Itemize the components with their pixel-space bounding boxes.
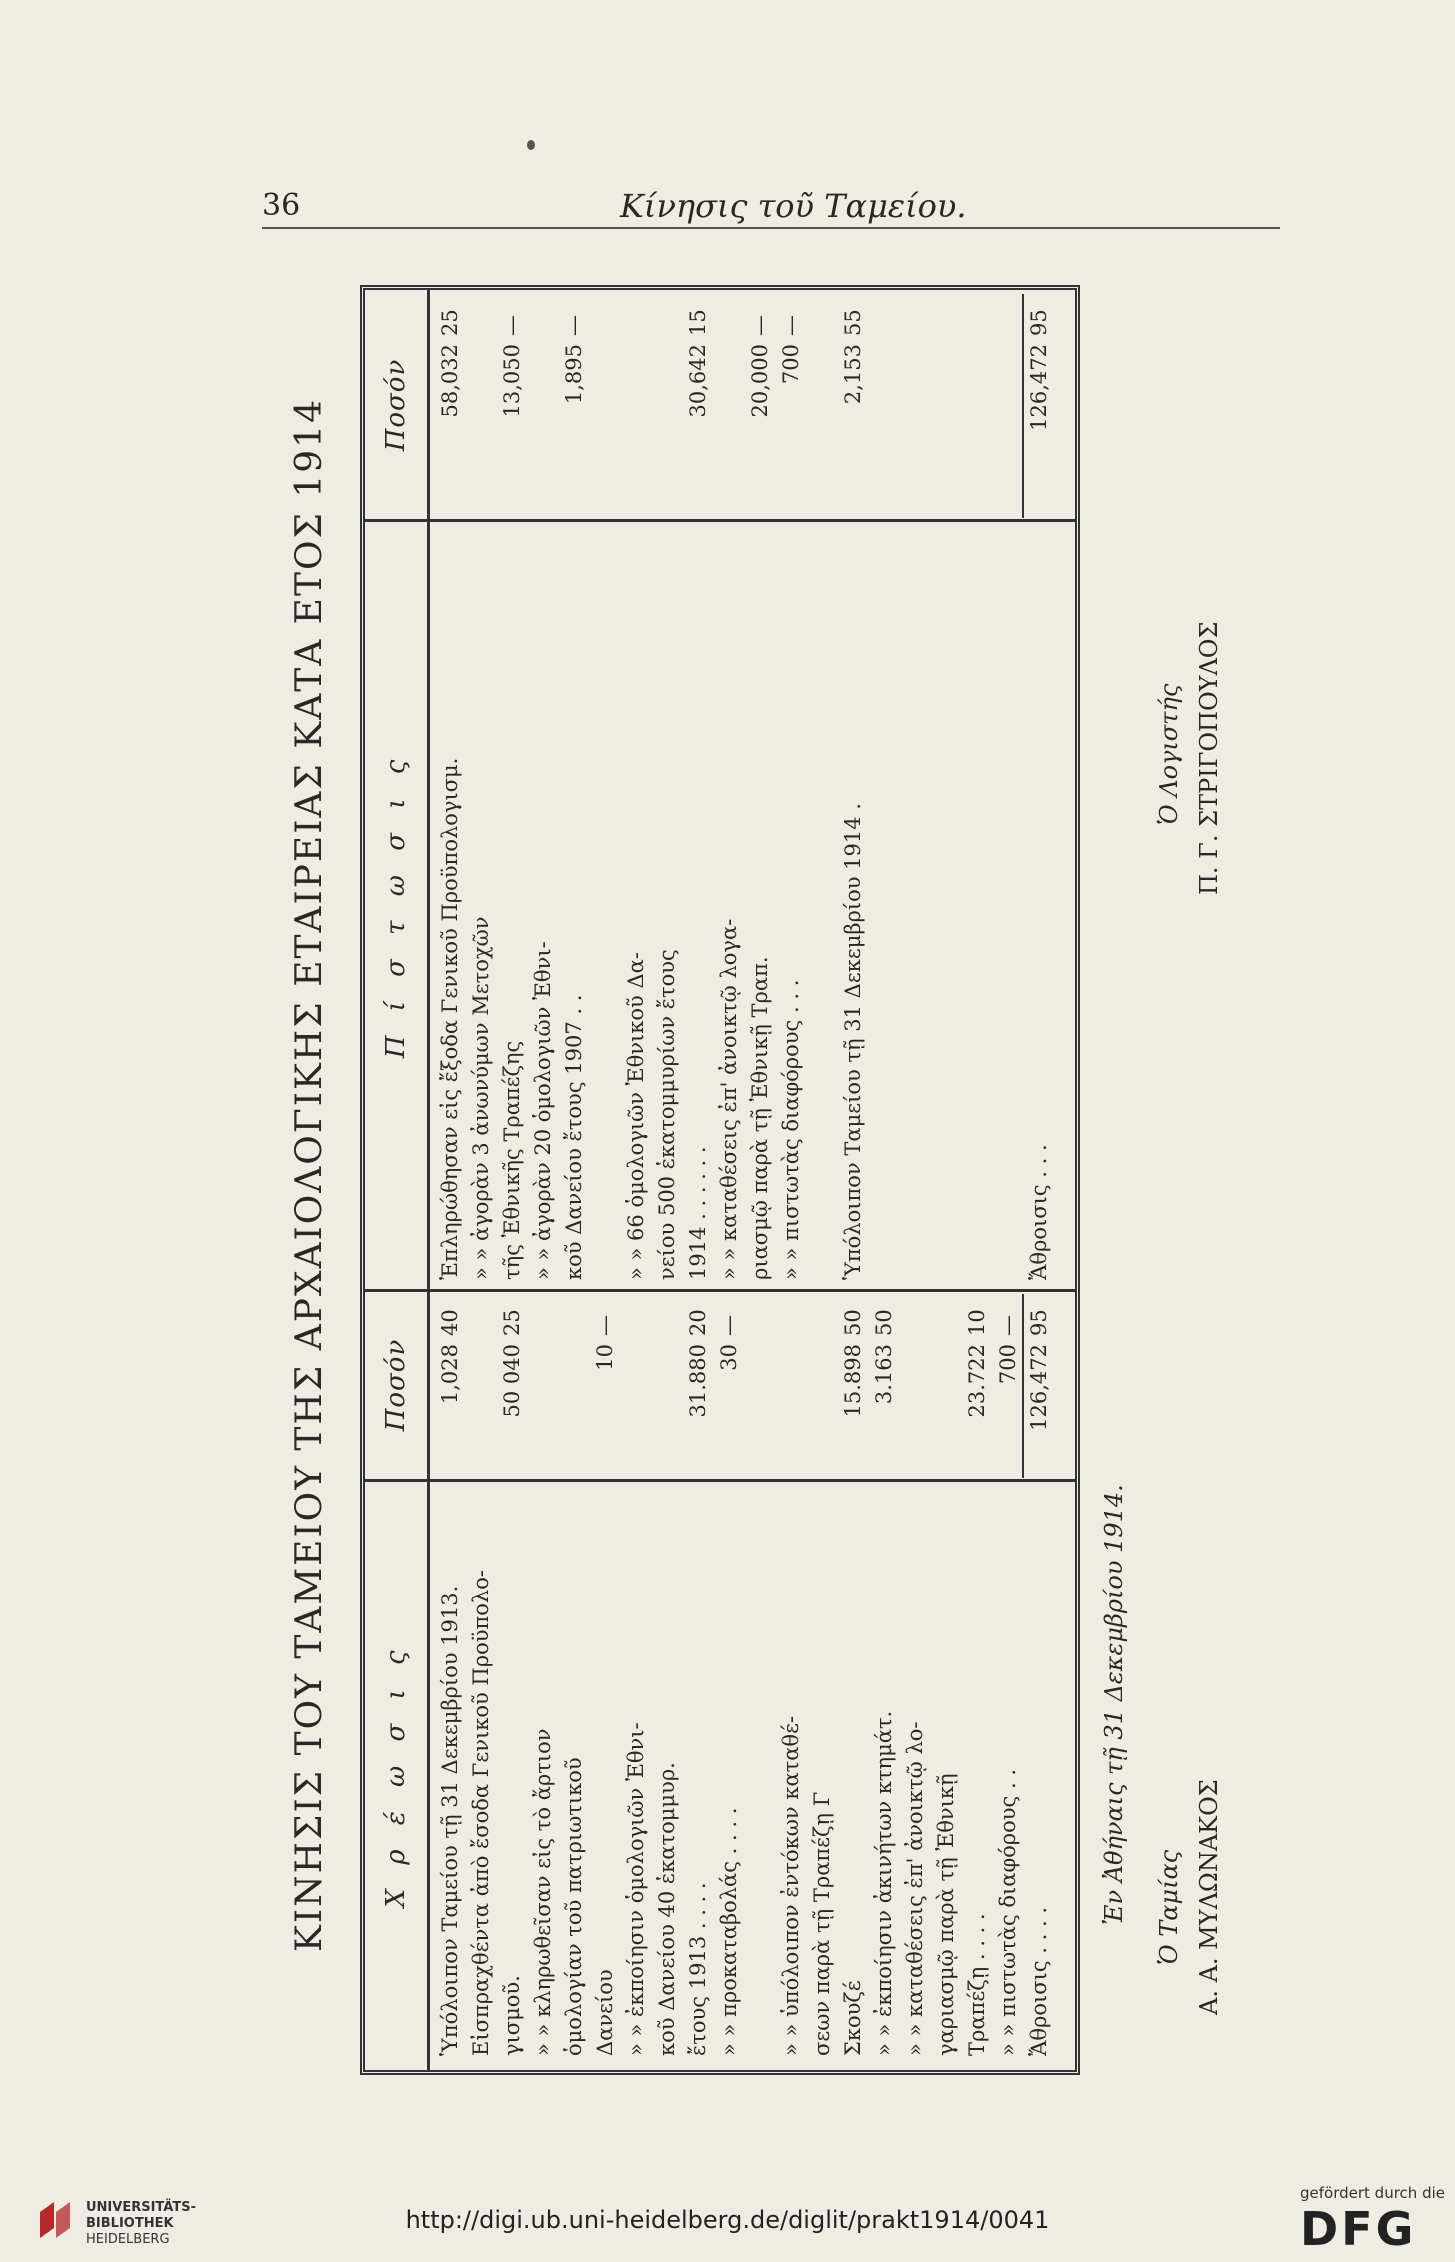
table-row: Τραπέζῃ . . . . — [965, 1913, 989, 2056]
library-line: UNIVERSITÄTS- — [86, 2200, 196, 2215]
treasurer-role: Ὁ Ταμίας — [1155, 1849, 1183, 1965]
table-row: 1914 . . . . . . — [686, 1146, 710, 1280]
table-row: γισμοῦ. — [500, 1975, 524, 2056]
funded-by-text: gefördert durch die — [1300, 2184, 1445, 2202]
table-row: γαριασμῷ παρὰ τῇ Ἐθνικῇ — [934, 1773, 958, 2056]
table-row: Εἰσπραχθέντα ἀπὸ ἔσοδα Γενικοῦ Προϋπολο- — [469, 1570, 493, 2056]
table-row: » » ἐκποίησιν ἀκινήτων κτημάτ. — [872, 1710, 896, 2056]
amount-drachmas: 30,642 — [686, 344, 710, 418]
amount-lepta: 15 — [686, 309, 710, 336]
speck-mark — [527, 140, 535, 150]
amount-drachmas: 1,028 — [438, 1344, 462, 1405]
header-rule — [262, 227, 1280, 229]
amount-lepta: 25 — [438, 309, 462, 336]
amount-lepta: 40 — [438, 1309, 462, 1336]
header-debit: Χ ρ έ ω σ ι ς — [381, 1642, 411, 1908]
column-divider — [365, 519, 1075, 522]
column-divider — [365, 1289, 1075, 1292]
amount-drachmas: 20,000 — [748, 344, 772, 418]
amount-lepta: — — [593, 1315, 617, 1336]
table-row: » » πιστωτὰς διαφόρους . . — [996, 1768, 1020, 2056]
amount-lepta: 50 — [872, 1309, 896, 1336]
table-row: κοῦ Δανείου 40 ἑκατομμυρ. — [655, 1762, 679, 2056]
amount-drachmas: 50 040 — [500, 1344, 524, 1418]
amount-lepta: 50 — [841, 1309, 865, 1336]
table-row: ὁμολογίαν τοῦ πατριωτικοῦ — [562, 1757, 586, 2056]
amount-lepta: — — [717, 1315, 741, 1336]
treasurer-name: Α. Α. ΜΥΛΩΝΑΚΟΣ — [1195, 1779, 1223, 2015]
table-row: » » προκαταβολάς . . . . — [717, 1807, 741, 2056]
table-row: » » 66 ὁμολογιῶν Ἐθνικοῦ Δα- — [624, 952, 648, 1280]
total-amount-lepta: 95 — [1027, 1309, 1051, 1336]
amount-drachmas: 30 — [717, 1344, 741, 1371]
table-row: ἔτους 1913 . . . . — [686, 1882, 710, 2056]
amount-lepta: — — [996, 1315, 1020, 1336]
amount-drachmas: 1,895 — [562, 344, 586, 405]
amount-lepta: 10 — [965, 1309, 989, 1336]
running-title: Κίνησις τοῦ Ταμείου. — [620, 187, 967, 225]
source-url-link[interactable]: http://digi.ub.uni-heidelberg.de/diglit/prakt1914/0041 — [405, 2206, 1050, 2234]
amount-drachmas: 58,032 — [438, 344, 462, 418]
table-row: Ὑπόλοιπον Ταμείου τῇ 31 Δεκεμβρίου 1914 . — [841, 803, 865, 1280]
amount-drachmas: 23.722 — [965, 1344, 989, 1418]
rotated-account-table — [270, 275, 1270, 2075]
table-row: Σκουζέ — [841, 1980, 865, 2056]
table-row: » » ἀγορὰν 3 ἀνωνύμων Μετοχῶν — [469, 916, 493, 1280]
table-row: » » ὑπόλοιπον ἐντόκων καταθέ- — [779, 1715, 803, 2056]
table-row: ριασμῷ παρὰ τῇ Ἐθνικῇ Τραπ. — [748, 956, 772, 1280]
table-row: Ἐπληρώθησαν εἰς ἔξοδα Γενικοῦ Προϋπολογισμ. — [438, 757, 462, 1280]
amount-lepta: — — [748, 315, 772, 336]
table-row: κοῦ Δανείου ἔτους 1907 . . — [562, 994, 586, 1280]
table-row: » » καταθέσεις ἐπ' ἀνοικτῷ λο- — [903, 1721, 927, 2056]
table-row: » » ἐκποίησιν ὁμολογιῶν Ἐθνι- — [624, 1722, 648, 2056]
amount-drachmas: 31.880 — [686, 1344, 710, 1418]
amount-lepta: 25 — [500, 1309, 524, 1336]
table-row: Ἄθροισις . . . . — [1027, 1906, 1051, 2056]
accountant-name: Π. Γ. ΣΤΡΙΓΟΠΟΥΛΟΣ — [1195, 621, 1223, 895]
library-line: BIBLIOTHEK — [86, 2216, 174, 2231]
library-line: HEIDELBERG — [86, 2232, 170, 2247]
table-row: Ἄθροισις . . . — [1027, 1144, 1051, 1280]
table-row: » » πιστωτὰς διαφόρους . . . — [779, 979, 803, 1280]
date-line: Ἐν Ἀθήναις τῇ 31 Δεκεμβρίου 1914. — [1100, 1484, 1128, 1925]
table-row: » » κληρωθεῖσαν εἰς τὸ ἄρτιον — [531, 1728, 555, 2056]
table-row: Δανείου — [593, 1969, 617, 2056]
total-amount-drachmas: 126,472 — [1027, 1344, 1051, 1431]
header-debit-amount: Ποσόν — [381, 1338, 411, 1432]
amount-drachmas: 15.898 — [841, 1344, 865, 1418]
amount-drachmas: 10 — [593, 1344, 617, 1371]
amount-drachmas: 700 — [996, 1344, 1020, 1385]
amount-lepta: — — [562, 315, 586, 336]
total-amount-lepta: 95 — [1027, 309, 1051, 336]
amount-drachmas: 2,153 — [841, 344, 865, 405]
column-divider — [365, 1479, 1075, 1482]
table-row: Ὑπόλοιπον Ταμείου τῇ 31 Δεκεμβρίου 1913. — [438, 1585, 462, 2056]
amount-lepta: 20 — [686, 1309, 710, 1336]
accountant-role: Ὁ Λογιστής — [1155, 683, 1183, 825]
table-row: » » καταθέσεις ἐπ' ἀνοικτῷ λογα- — [717, 918, 741, 1280]
amount-lepta: — — [500, 315, 524, 336]
amount-drachmas: 13,050 — [500, 344, 524, 418]
table-row: τῆς Ἐθνικῆς Τραπέζης — [500, 1040, 524, 1280]
total-amount-drachmas: 126,472 — [1027, 344, 1051, 431]
table-row: » » ἀγορὰν 20 ὁμολογιῶν Ἐθνι- — [531, 941, 555, 1280]
amount-lepta: — — [779, 315, 803, 336]
amount-drachmas: 700 — [779, 344, 803, 385]
account-title: ΚΙΝΗΣΙΣ ΤΟΥ ΤΑΜΕΙΟΥ ΤΗΣ ΑΡΧΑΙΟΛΟΓΙΚΗΣ ΕΤΑΙΡΕΙΑΣ ΚΑΤΑ ΕΤΟΣ 1914 — [289, 398, 330, 1952]
table-row: νείου 500 ἑκατομμυρίων ἔτους — [655, 949, 679, 1280]
page-number: 36 — [262, 188, 301, 223]
amount-lepta: 55 — [841, 309, 865, 336]
table-row: σεων παρὰ τῇ Τραπέζῃ Γ — [810, 1791, 834, 2056]
table-header — [365, 290, 430, 2070]
header-credit: Π ί σ τ ω σ ι ς — [381, 751, 411, 1059]
dfg-logo: DFG — [1300, 2202, 1417, 2256]
header-credit-amount: Ποσόν — [381, 358, 411, 452]
amount-drachmas: 3.163 — [872, 1344, 896, 1405]
account-table — [360, 285, 1080, 2075]
